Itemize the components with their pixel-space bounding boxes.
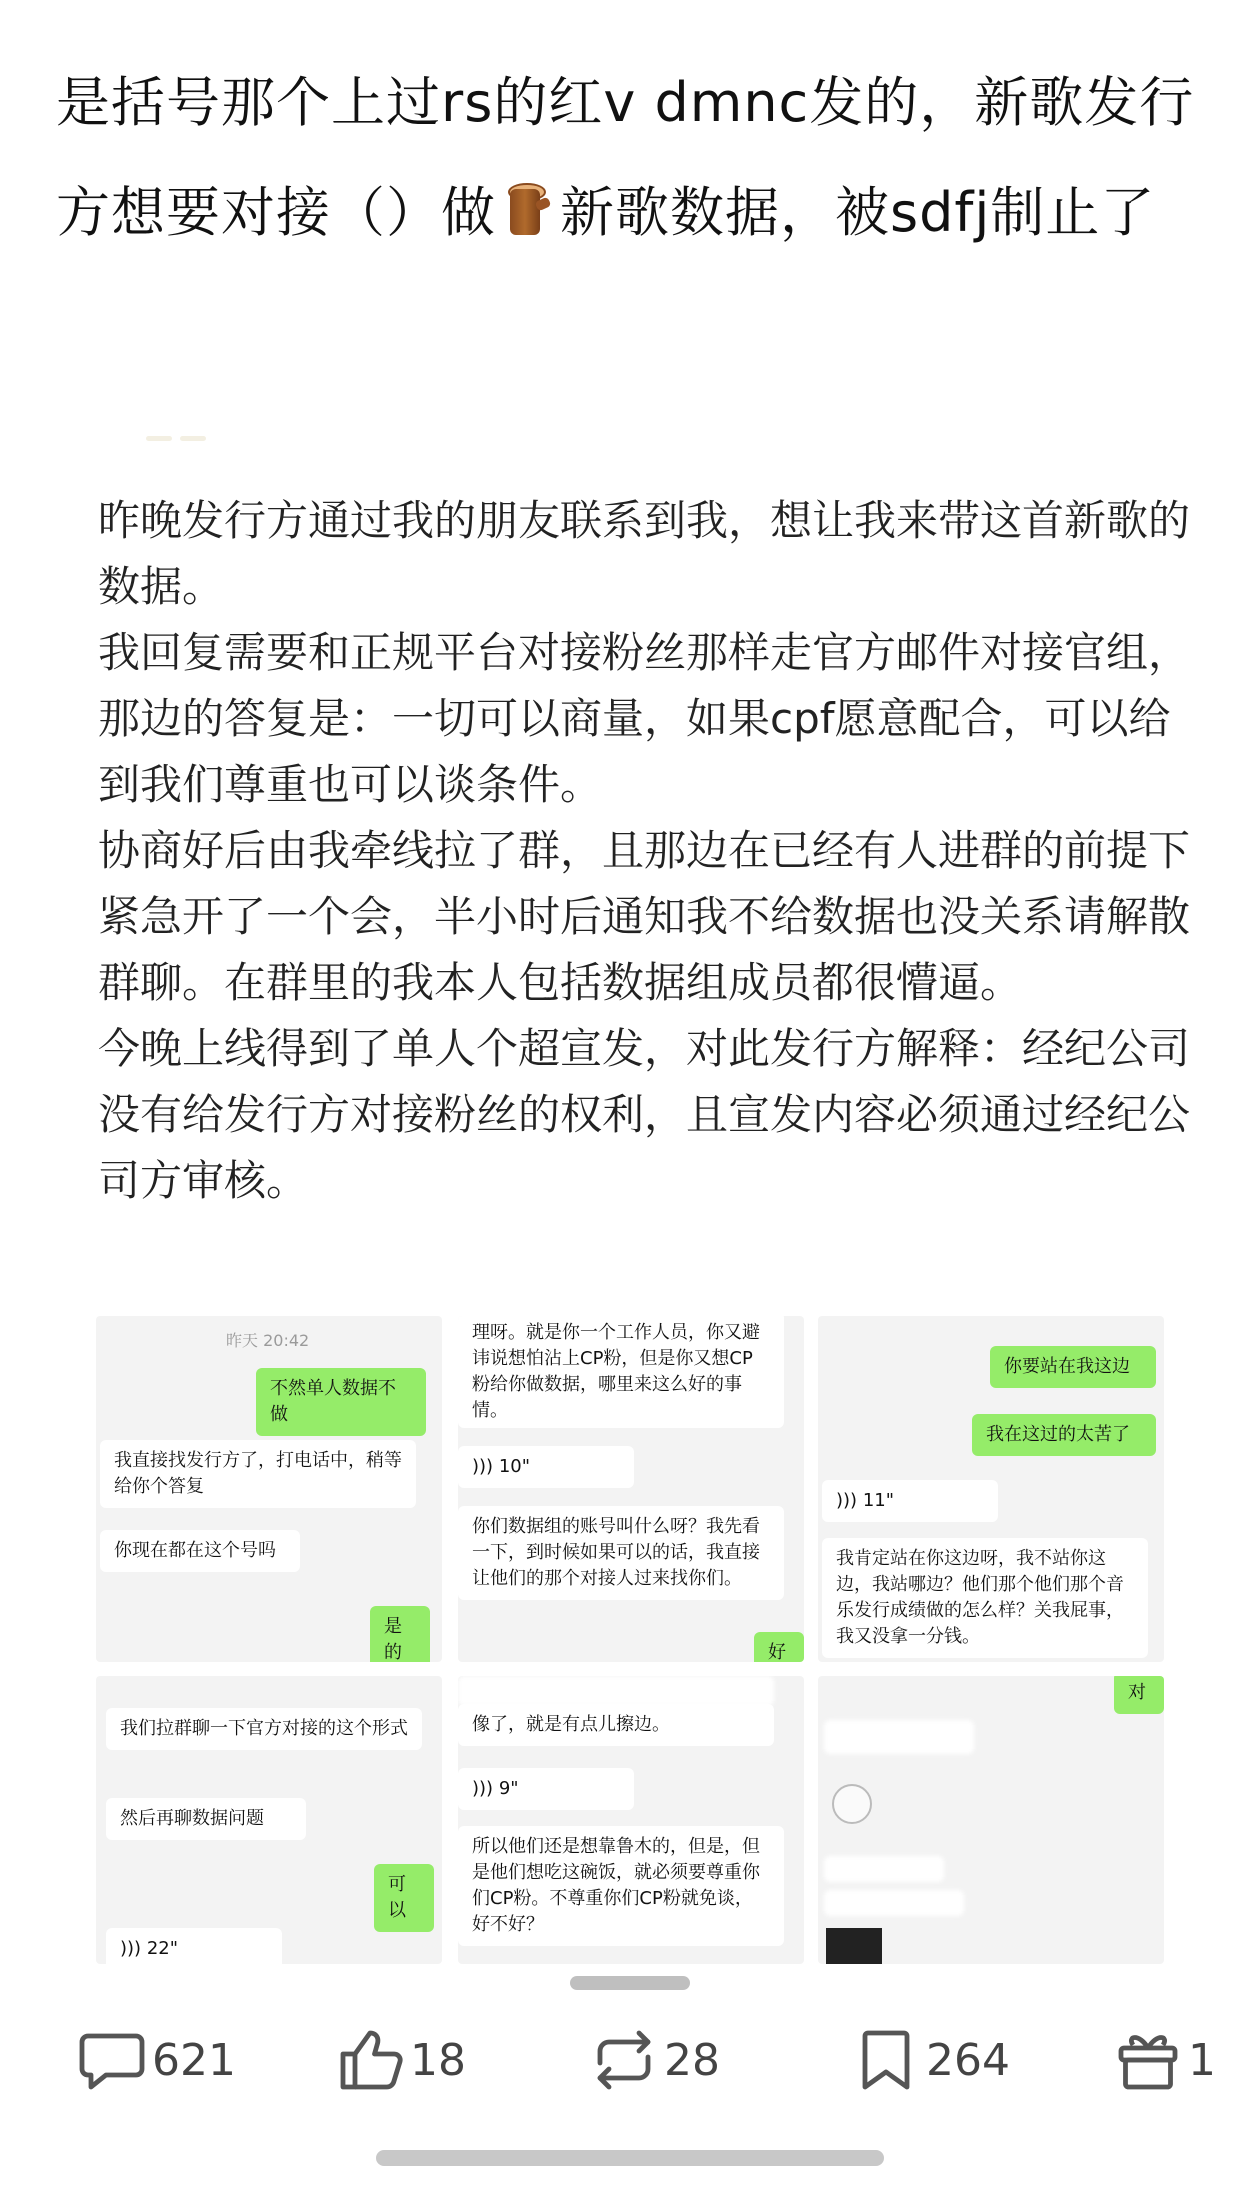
bookmark-icon bbox=[850, 2024, 922, 2096]
chat-bubble-in: 你们数据组的账号叫什么呀？我先看一下，到时候如果可以的话，我直接让他们的那个对接人过来找你们。 bbox=[458, 1506, 784, 1600]
bookmark-button[interactable] bbox=[850, 2010, 1010, 2110]
blurred-text bbox=[824, 1890, 964, 1916]
chat-bubble-in: 理呀。就是你一个工作人员，你又避讳说想怕沾上CP粉，但是你又想CP粉给你做数据，哪里来这么好的事情。 bbox=[458, 1316, 784, 1428]
chat-bubble-out: 不然单人数据不做 bbox=[256, 1368, 426, 1436]
voice-message bbox=[822, 1480, 998, 1522]
voice-message bbox=[106, 1928, 282, 1964]
voice-duration: 22" bbox=[146, 1938, 178, 1959]
action-bar bbox=[0, 2010, 1260, 2110]
chat-bubble-out: 可以 bbox=[374, 1864, 434, 1932]
chat-bubble-in: 我肯定站在你这边呀，我不站你这边，我站哪边？他们那个他们那个音乐发行成绩做的怎么样？关我屁事，我又没拿一分钱。 bbox=[822, 1538, 1148, 1658]
chat-bubble-in: 像了，就是有点儿擦边。 bbox=[458, 1704, 774, 1746]
comment-icon bbox=[76, 2024, 148, 2096]
chat-bubble-out: 好 bbox=[754, 1632, 804, 1662]
chat-bubble-out: 我在这过的太苦了 bbox=[972, 1414, 1156, 1456]
chat-screenshot-4[interactable] bbox=[96, 1676, 442, 1964]
voice-duration: 10" bbox=[498, 1456, 530, 1477]
chat-screenshot-1[interactable] bbox=[96, 1316, 442, 1662]
voice-message bbox=[458, 1446, 634, 1488]
like-icon bbox=[334, 2024, 406, 2096]
chat-screenshot-3[interactable] bbox=[818, 1316, 1164, 1662]
thumbnail-image bbox=[826, 1928, 882, 1964]
voice-icon: ))) bbox=[472, 1456, 494, 1477]
chat-screenshot-2[interactable] bbox=[458, 1316, 804, 1662]
repost-count: 28 bbox=[664, 2034, 720, 2086]
chat-bubble-in: 所以他们还是想靠鲁木的，但是，但是他们想吃这碗饭，就必须要尊重你们CP粉。不尊重你们CP粉就免谈，好不好？ bbox=[458, 1826, 784, 1946]
chat-bubble-in: 然后再聊数据问题 bbox=[106, 1798, 306, 1840]
decorative-dots bbox=[146, 426, 266, 432]
chat-timestamp: 昨天 20:42 bbox=[226, 1331, 310, 1350]
voice-icon: ))) bbox=[120, 1938, 142, 1959]
bookmark-count: 264 bbox=[926, 2034, 1010, 2086]
voice-message bbox=[458, 1768, 634, 1810]
repost-button[interactable] bbox=[588, 2010, 720, 2110]
chat-screenshot-6[interactable] bbox=[818, 1676, 1164, 1964]
blurred-text bbox=[458, 1676, 774, 1706]
gift-icon bbox=[1112, 2024, 1184, 2096]
post-title bbox=[56, 48, 1216, 268]
chat-bubble-out: 是的 bbox=[370, 1606, 430, 1662]
chat-bubble-in: 我直接找发行方了，打电话中，稍等给你个答复 bbox=[100, 1440, 416, 1508]
voice-duration: 9" bbox=[498, 1778, 519, 1799]
gift-count: 1 bbox=[1188, 2034, 1216, 2086]
log-emoji-icon bbox=[502, 181, 554, 239]
comment-count: 621 bbox=[152, 2034, 236, 2086]
sticker-image bbox=[832, 1784, 872, 1824]
sheet-grab-handle[interactable] bbox=[570, 1976, 690, 1990]
repost-icon bbox=[588, 2024, 660, 2096]
chat-bubble-out: 对 bbox=[1114, 1676, 1164, 1714]
chat-bubble-in: 我们拉群聊一下官方对接的这个形式 bbox=[106, 1708, 422, 1750]
quote-text: 昨晚发行方通过我的朋友联系到我，想让我来带这首新歌的数据。 我回复需要和正规平台对接粉丝那样走官方邮件对接官组，那边的答复是：一切可以商量，如果cpf愿意配合，可以给到我们尊重也可以谈条件。 协商好后由我牵线拉了群，且那边在已经有人进群的前提下紧急开了一个会，半小时后通知我不给数据也没关系请解散群聊。在群里的我本人包括数据组成员都很懵逼。 今晚上线得到了单人个超宣发，对此发行方解释：经纪公司没有给发行方对接粉丝的权利，且宣发内容必须通过经纪公司方审核。 bbox=[98, 496, 1191, 1205]
comment-button[interactable] bbox=[76, 2010, 236, 2110]
like-button[interactable] bbox=[334, 2010, 466, 2110]
blurred-text bbox=[824, 1856, 944, 1882]
post-title-text: 是括号那个上过rs的红v dmnc发的，新歌发行方想要对接（）做 bbox=[56, 71, 1195, 244]
chat-bubble-in: 你现在都在这个号吗 bbox=[100, 1530, 300, 1572]
gift-button[interactable] bbox=[1112, 2010, 1216, 2110]
voice-duration: 11" bbox=[862, 1490, 894, 1511]
blurred-text bbox=[824, 1720, 974, 1754]
voice-icon: ))) bbox=[472, 1778, 494, 1799]
voice-icon: ))) bbox=[836, 1490, 858, 1511]
home-indicator[interactable] bbox=[376, 2150, 884, 2166]
chat-screenshot-5[interactable] bbox=[458, 1676, 804, 1964]
post-title-tail: 新歌数据，被sdfj制止了 bbox=[560, 181, 1156, 244]
like-count: 18 bbox=[410, 2034, 466, 2086]
chat-bubble-out: 你要站在我这边 bbox=[990, 1346, 1156, 1388]
